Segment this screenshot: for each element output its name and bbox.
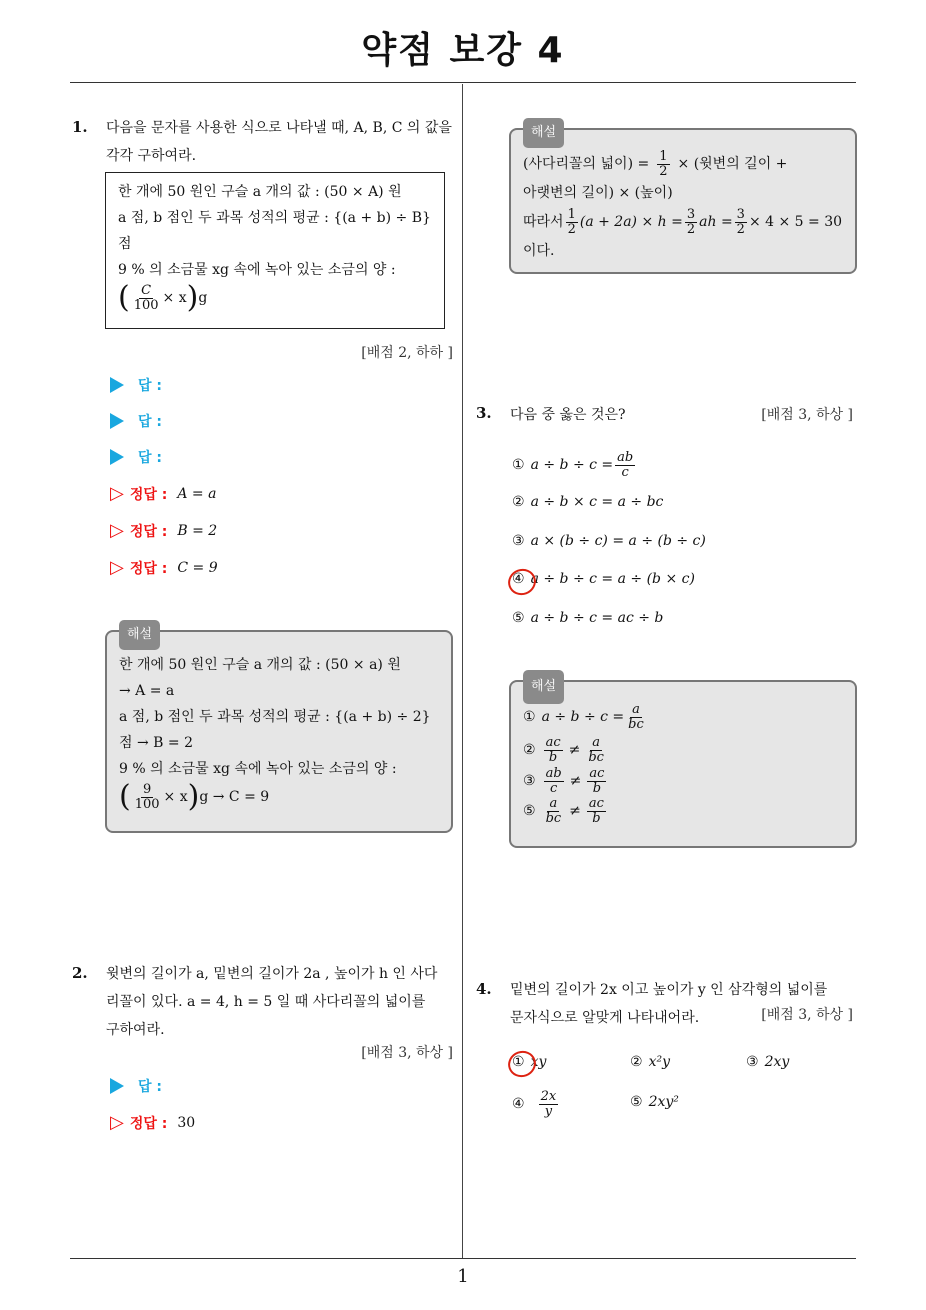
- question-2-solution: [509, 125, 857, 274]
- option-text: 2xy²: [648, 1094, 679, 1110]
- question-2-text: [106, 960, 458, 1044]
- option-mark: ②: [523, 742, 536, 758]
- fraction: [133, 783, 162, 811]
- q1-box-line2: a 점, b 점인 두 과목 성적의 평균 : {(a + b) ÷ B}: [118, 210, 431, 226]
- fraction: [735, 208, 747, 236]
- solution-text: a ÷ b ÷ c =: [541, 709, 625, 725]
- fraction-denominator: 2: [736, 221, 745, 237]
- solution-line: 한 개에 50 원인 구슬 a 개의 값 : (50 × a) 원: [119, 657, 401, 673]
- fraction: [544, 736, 563, 764]
- fraction: [544, 767, 564, 795]
- fraction: [615, 451, 635, 479]
- q1-box-line4: [118, 280, 432, 315]
- red-circle-mark: [504, 1047, 539, 1081]
- option-mark: ③: [512, 533, 525, 549]
- play-triangle-icon: [110, 413, 124, 429]
- solution-text: 따라서: [523, 214, 564, 230]
- fraction: [587, 767, 606, 795]
- play-triangle-icon: [110, 1078, 124, 1094]
- key-row: [110, 1111, 195, 1135]
- answer-row[interactable]: [110, 445, 162, 469]
- option-1[interactable]: [512, 448, 637, 482]
- outline-triangle-icon: ▷: [110, 483, 124, 504]
- question-1-text: 다음을 문자를 사용한 식으로 나타낼 때, A, B, C 의 값을 각각 구하여라.: [106, 120, 452, 164]
- option-2[interactable]: [630, 1054, 670, 1070]
- option-2[interactable]: [512, 494, 663, 510]
- fraction-denominator: bc: [588, 749, 604, 765]
- solution-text: × 4 × 5 = 30: [748, 214, 843, 230]
- solution-line: [523, 148, 843, 180]
- key-label: 정답 :: [129, 524, 168, 540]
- paren-close: ): [186, 280, 199, 315]
- fraction-denominator: 2: [686, 221, 696, 237]
- fraction-numerator: ac: [588, 795, 604, 811]
- footer-rule: [70, 1258, 856, 1259]
- fraction: [587, 797, 606, 825]
- fraction-numerator: a: [632, 701, 640, 717]
- fraction: [685, 208, 697, 236]
- question-2-number: 2.: [72, 964, 88, 982]
- solution-line: [523, 796, 843, 826]
- answer-label: 답 :: [138, 378, 162, 394]
- key-value: A = a: [177, 486, 217, 502]
- fraction-numerator: a: [592, 734, 601, 750]
- option-mark: ⑤: [630, 1094, 643, 1110]
- outline-triangle-icon: ▷: [110, 1112, 124, 1133]
- option-3[interactable]: [512, 533, 706, 549]
- question-2-line: 윗변의 길이가 a, 밑변의 길이가 2a , 높이가 h 인 사다: [106, 966, 438, 982]
- solution-line: 이다.: [523, 243, 555, 259]
- play-triangle-icon: [110, 449, 124, 465]
- q1-box-line3: 9 % 의 소금물 xg 속에 녹아 있는 소금의 양 :: [118, 262, 396, 278]
- page-number: 1: [457, 1266, 469, 1287]
- fraction-numerator: 1: [659, 148, 668, 164]
- fraction-denominator: 2: [567, 221, 576, 237]
- solution-text: (사다리꼴의 넓이) =: [523, 156, 650, 172]
- question-4-line: 밑변의 길이가 2x 이고 높이가 y 인 삼각형의 넓이를: [510, 982, 828, 998]
- header-rule: [70, 82, 856, 83]
- page-title: 약점 보강 4: [361, 30, 565, 71]
- paren-close: ): [187, 779, 200, 814]
- option-mark: ④: [512, 571, 525, 587]
- solution-tag: 해설: [523, 670, 564, 704]
- option-mark: ②: [630, 1054, 643, 1070]
- fraction: [586, 736, 606, 764]
- question-1-box: [105, 172, 445, 329]
- expression-tail: × x: [162, 290, 187, 306]
- column-divider: [462, 84, 463, 1258]
- solution-tag: 해설: [523, 118, 564, 148]
- question-4-line: 문자식으로 알맞게 나타내어라.: [510, 1010, 700, 1026]
- fraction: [132, 284, 161, 312]
- fraction-denominator: c: [621, 464, 629, 480]
- option-mark: ②: [512, 494, 525, 510]
- key-row: [110, 519, 217, 543]
- play-triangle-icon: [110, 377, 124, 393]
- solution-line: a 점, b 점인 두 과목 성적의 평균 : {(a + b) ÷ 2}: [119, 709, 431, 725]
- answer-label: 답 :: [138, 414, 162, 430]
- solution-tag: 해설: [119, 620, 160, 650]
- question-1-solution: [105, 627, 453, 833]
- fraction-denominator: 2: [659, 163, 668, 179]
- solution-line: [523, 734, 843, 766]
- option-5[interactable]: [512, 610, 663, 626]
- outline-triangle-icon: ▷: [110, 520, 124, 541]
- key-value: C = 9: [177, 560, 218, 576]
- key-value: 30: [177, 1115, 196, 1131]
- solution-line: [523, 700, 843, 734]
- fraction: [566, 208, 578, 236]
- fraction-numerator: ac: [589, 765, 605, 781]
- fraction-numerator: C: [141, 282, 152, 298]
- fraction-numerator: ab: [545, 765, 562, 781]
- q1-box-line1: 한 개에 50 원인 구슬 a 개의 값 : (50 × A) 원: [118, 184, 402, 200]
- question-2-line: 구하여라.: [106, 1022, 165, 1038]
- fraction-denominator: 100: [134, 796, 160, 812]
- key-label: 정답 :: [129, 561, 168, 577]
- fraction-numerator: a: [549, 795, 558, 811]
- question-3-number: 3.: [476, 404, 492, 422]
- answer-label: 답 :: [138, 1079, 162, 1095]
- question-3-solution: [509, 680, 857, 848]
- fraction: [544, 797, 564, 825]
- option-mark: ⑤: [523, 803, 536, 819]
- option-mark: ①: [512, 457, 525, 473]
- fraction-denominator: 100: [133, 297, 159, 313]
- outline-triangle-icon: ▷: [110, 557, 124, 578]
- option-mark: ①: [512, 1054, 525, 1070]
- fraction-denominator: y: [544, 1103, 553, 1119]
- paren-open: (: [119, 779, 131, 814]
- q1-box-line2b: 점: [118, 236, 132, 252]
- option-mark: ④: [512, 1096, 525, 1112]
- question-1-score: [배점 2, 하하 ]: [361, 345, 453, 361]
- fraction-denominator: b: [592, 780, 602, 796]
- answer-row[interactable]: [110, 409, 162, 433]
- solution-text: (a + 2a) × h =: [579, 214, 683, 230]
- key-value: B = 2: [177, 523, 218, 539]
- neq-symbol: ≠: [568, 742, 581, 758]
- question-4-score: [배점 3, 하상 ]: [761, 1007, 853, 1023]
- answer-row[interactable]: [110, 1074, 162, 1098]
- option-mark: ③: [523, 773, 536, 789]
- option-mark: ③: [746, 1054, 759, 1070]
- option-4[interactable]: [512, 571, 695, 587]
- unit: g: [198, 290, 208, 306]
- fraction-denominator: b: [548, 749, 558, 765]
- key-row: [110, 556, 218, 580]
- solution-line: 점 → B = 2: [119, 735, 193, 751]
- solution-line: [523, 206, 843, 238]
- solution-line: [523, 766, 843, 796]
- solution-line: 9 % 의 소금물 xg 속에 녹아 있는 소금의 양 :: [119, 761, 397, 777]
- neq-symbol: ≠: [569, 773, 582, 789]
- option-text: a ÷ b ÷ c = ac ÷ b: [530, 610, 664, 626]
- option-text: a ÷ b ÷ c =: [530, 457, 614, 473]
- fraction-denominator: c: [549, 780, 558, 796]
- fraction: [626, 703, 646, 731]
- option-text: a ÷ b × c = a ÷ bc: [530, 494, 664, 510]
- key-label: 정답 :: [129, 487, 168, 503]
- option-mark: ⑤: [512, 610, 525, 626]
- fraction-denominator: b: [592, 810, 601, 826]
- option-text: xy: [530, 1054, 547, 1070]
- solution-line: 아랫변의 길이) × (높이): [523, 185, 673, 201]
- fraction-numerator: ab: [617, 449, 634, 465]
- solution-line: [119, 779, 439, 814]
- solution-line: → A = a: [119, 683, 175, 699]
- key-row: [110, 482, 216, 506]
- paren-open: (: [118, 280, 130, 315]
- fraction-numerator: 9: [142, 781, 152, 797]
- fraction-denominator: bc: [545, 810, 562, 826]
- fraction-numerator: 2x: [540, 1088, 557, 1104]
- option-text: 2xy: [764, 1054, 790, 1070]
- fraction-numerator: ac: [545, 734, 561, 750]
- question-2-score: [배점 3, 하상 ]: [361, 1045, 453, 1061]
- fraction-numerator: 1: [567, 206, 576, 222]
- expression-tail: × x: [163, 789, 188, 805]
- option-5[interactable]: [630, 1094, 679, 1110]
- key-label: 정답 :: [129, 1116, 168, 1132]
- unit: g → C = 9: [199, 789, 270, 805]
- question-3-text: 다음 중 옳은 것은?: [510, 407, 626, 423]
- option-text: x²y: [648, 1054, 670, 1070]
- fraction-denominator: bc: [628, 716, 644, 732]
- fraction-numerator: 3: [736, 206, 745, 222]
- fraction: [657, 150, 669, 178]
- question-3-score: [배점 3, 하상 ]: [761, 407, 853, 423]
- neq-symbol: ≠: [569, 803, 581, 819]
- option-text: a ÷ b ÷ c = a ÷ (b × c): [530, 571, 695, 587]
- answer-row[interactable]: [110, 373, 162, 397]
- option-text: a × (b ÷ c) = a ÷ (b ÷ c): [530, 533, 706, 549]
- question-4-number: 4.: [476, 980, 492, 998]
- question-2-line: 리꼴이 있다. a = 4, h = 5 일 때 사다리꼴의 넓이를: [106, 994, 426, 1010]
- fraction-numerator: 3: [686, 206, 696, 222]
- solution-text: ah =: [699, 214, 733, 230]
- solution-text: × (윗변의 길이 +: [677, 156, 788, 172]
- option-3[interactable]: [746, 1054, 789, 1070]
- option-4[interactable]: [512, 1084, 560, 1124]
- answer-label: 답 :: [138, 450, 162, 466]
- fraction: [539, 1090, 559, 1118]
- option-mark: ①: [523, 709, 536, 725]
- question-1-number: 1.: [72, 118, 88, 136]
